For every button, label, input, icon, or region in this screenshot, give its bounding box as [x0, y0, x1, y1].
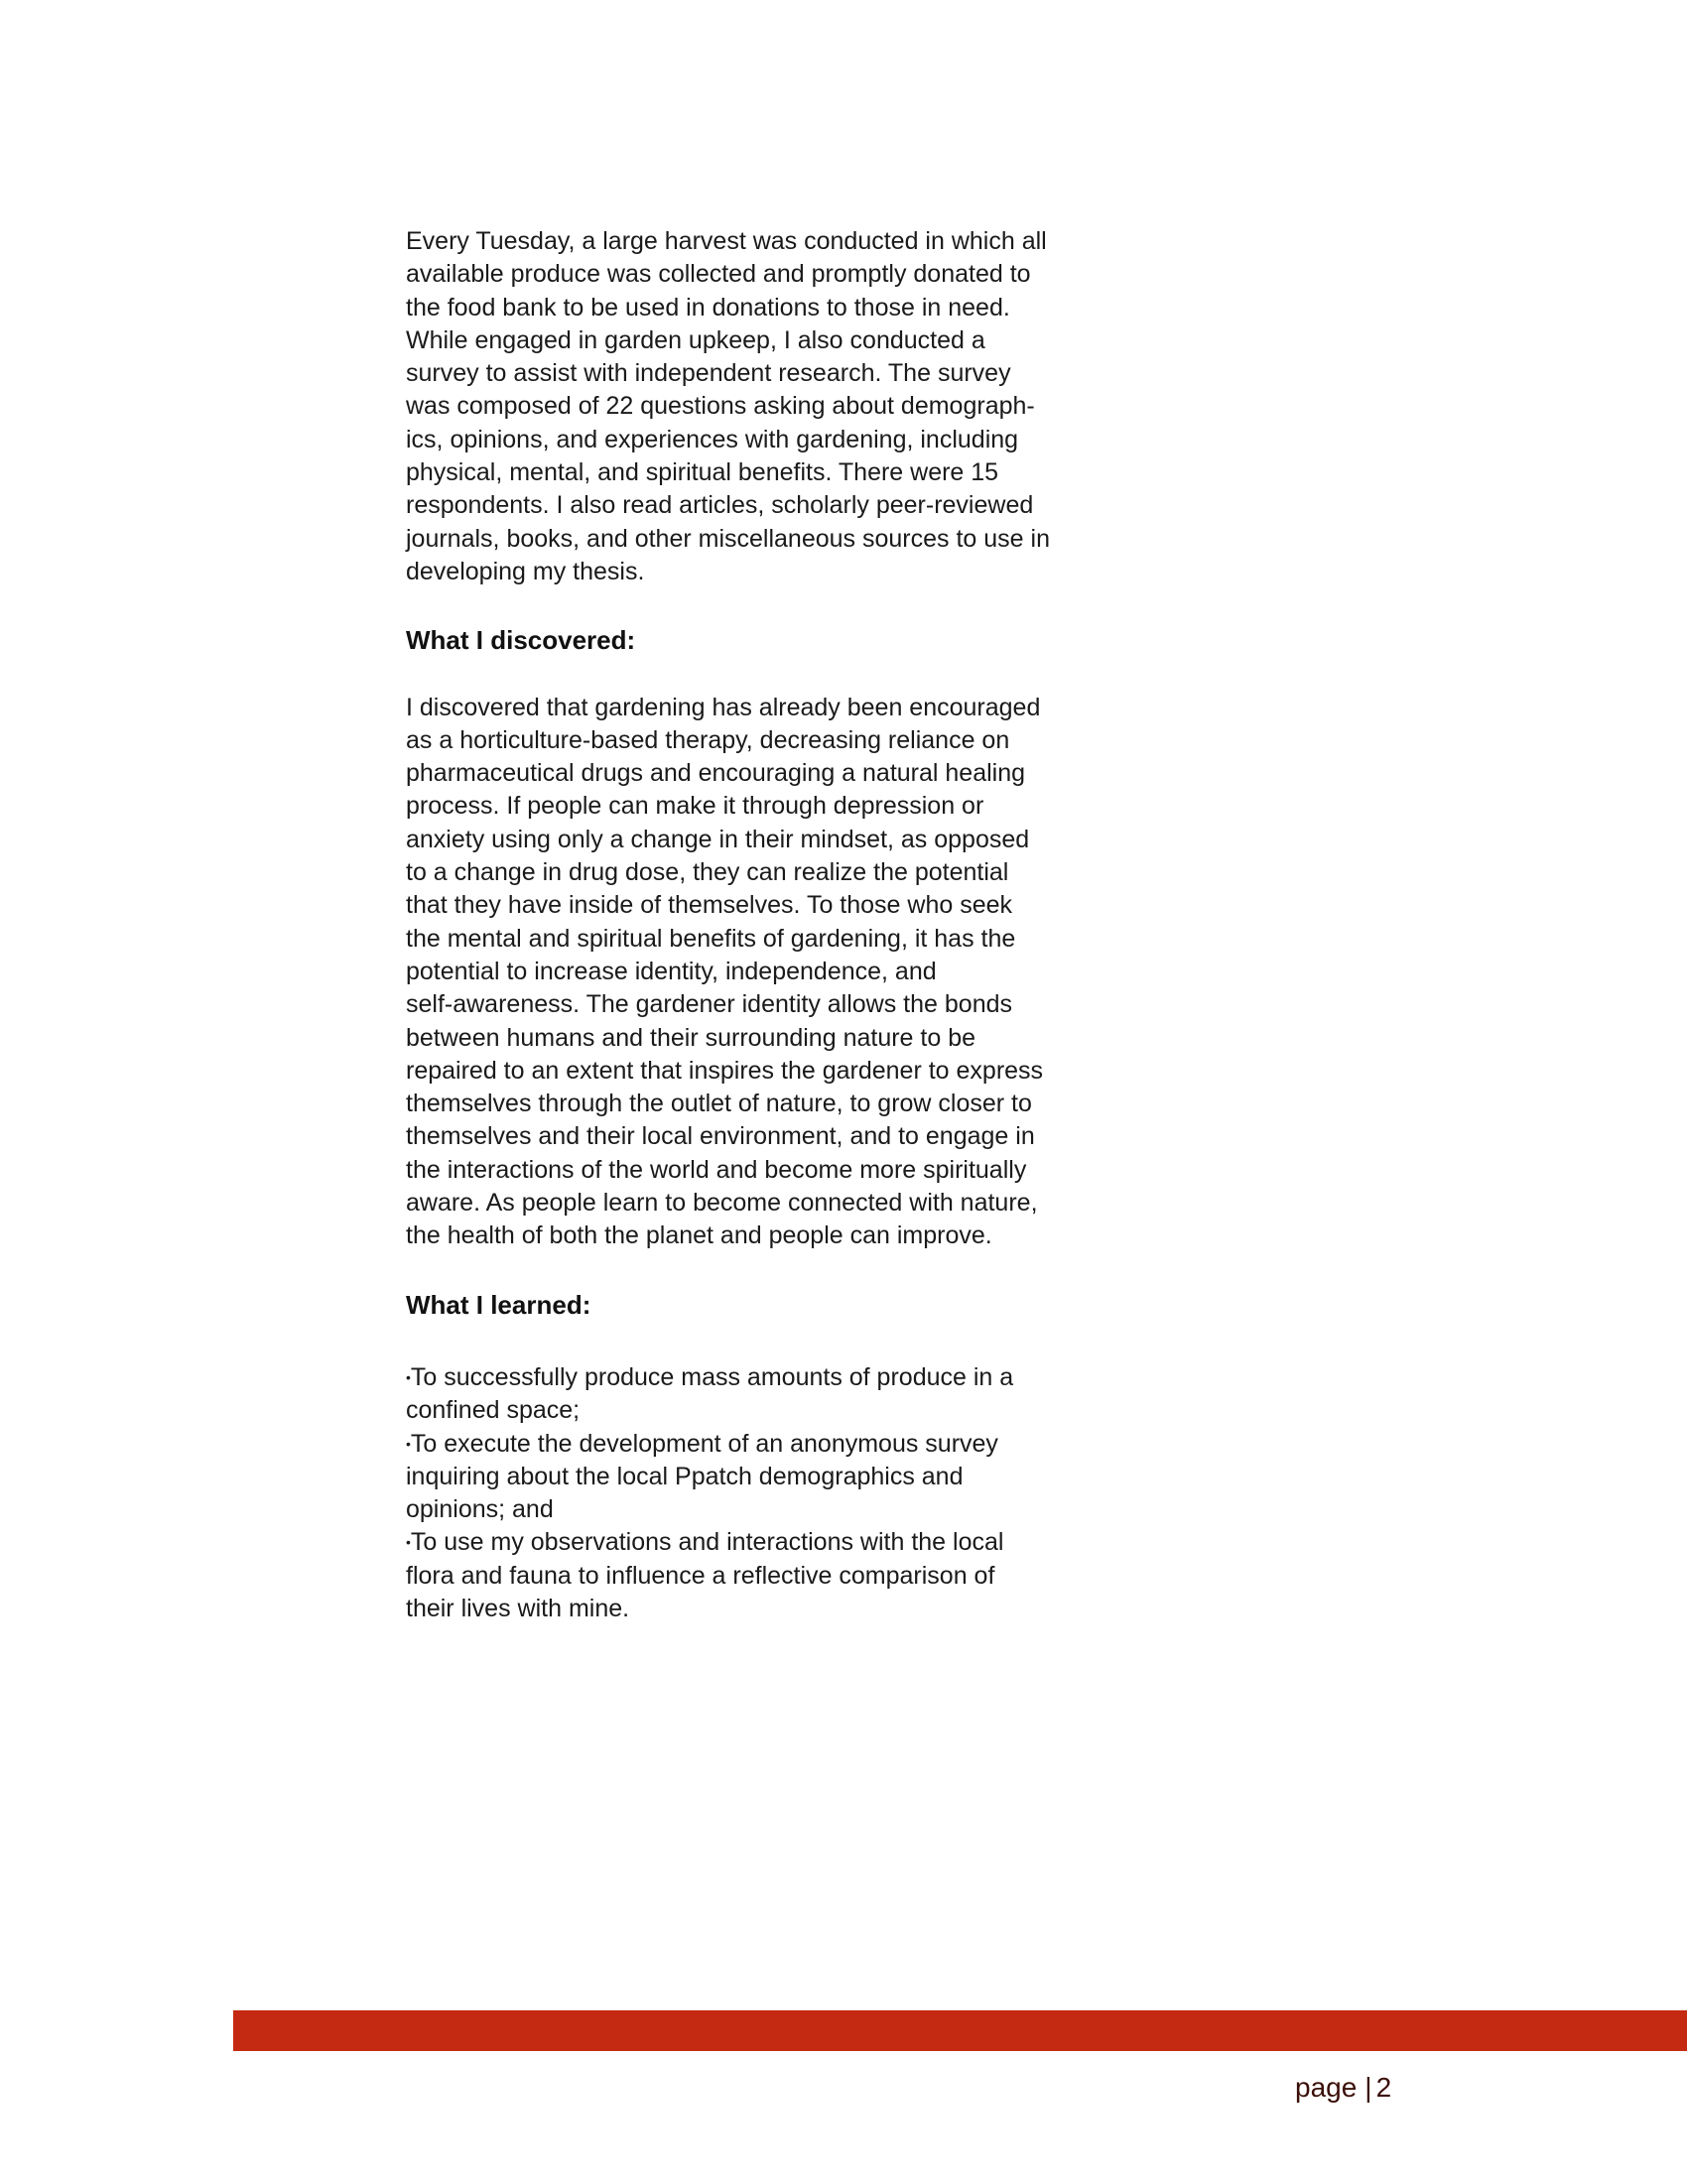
document-body	[406, 225, 1081, 1625]
page-number	[1295, 2072, 1391, 2104]
learned-item-text: To execute the development of an anonymous survey inquiring about the local Ppatch demographics and opinions; and	[406, 1429, 998, 1524]
page-separator: |	[1364, 2072, 1372, 2103]
learned-list	[406, 1361, 1081, 1625]
page-label: page	[1295, 2072, 1358, 2103]
intro-paragraph: Every Tuesday, a large harvest was conducted in which all available produce was collected and promptly donated to the food bank to be used in donations to those in need. While engaged in garden upkeep, I also conducted a survey to assist with independent research. The survey was composed of 22 questions asking about demograph- ics, opinions, and experiences with gardening, including physical, mental, and spiritual benefits. There were 15 respondents. I also read articles, scholarly peer-reviewed journals, books, and other miscellaneous sources to use in developing my thesis.	[406, 227, 1050, 585]
heading-what-i-discovered: What I discovered:	[406, 625, 636, 656]
page-number-value: 2	[1375, 2072, 1392, 2103]
bullet-icon: •	[406, 1435, 411, 1452]
learned-list-item	[406, 1526, 1081, 1625]
learned-list-item	[406, 1428, 1081, 1527]
learned-list-item	[406, 1361, 1081, 1428]
discovered-paragraph: I discovered that gardening has already been encouraged as a horticulture-based therapy, decreasing reliance on pharmaceutical drugs and encouraging a natural healing process. If people can make it through depression or anxiety using only a change in their mindset, as opposed to a change in drug dose, they can realize the potential that they have inside of themselves. To those who seek the mental and spiritual benefits of gardening, it has the potential to increase identity, independence, and self-awareness. The gardener identity allows the bonds between humans and their surrounding nature to be repaired to an extent that inspires the gardener to express themselves through the outlet of nature, to grow closer to themselves and their local environment, and to engage in the interactions of the world and become more spiritually aware. As people learn to become connected with nature, the health of both the planet and people can improve.	[406, 693, 1044, 1250]
footer-accent-bar	[233, 2010, 1687, 2051]
learned-item-text: To successfully produce mass amounts of produce in a confined space;	[406, 1362, 1014, 1425]
learned-item-text: To use my observations and interactions with the local flora and fauna to influence a reflective comparison of their lives with mine.	[406, 1528, 1004, 1622]
heading-what-i-learned: What I learned:	[406, 1289, 591, 1320]
bullet-icon: •	[406, 1534, 411, 1551]
bullet-icon: •	[406, 1368, 411, 1385]
